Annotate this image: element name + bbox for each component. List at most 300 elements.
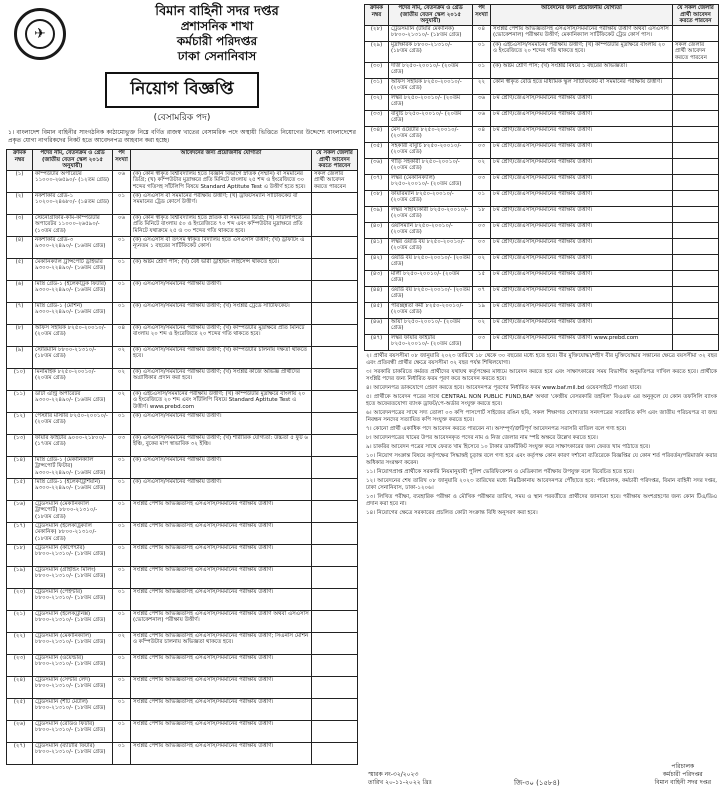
table-row <box>7 676 358 698</box>
district-cell <box>312 478 358 500</box>
th-count: পদ সংখ্যা <box>473 5 491 26</box>
district-cell <box>312 522 358 544</box>
condition-paragraph: ৫। প্রার্থীকে আবেদন পত্রের সাথে CENTRAL NON PUBLIC FUND,BAF অথবা 'কেন্দ্রীয় বেসরকারি তহবিল' বিএএফ এর অনুকূলে যে কোন তফসিলি ব্যাংক হতে অফেরতযোগ্য ব্যাংক ড্রাফট/পে-অর্ডার সংযুক্ত করতে হবে। <box>366 393 717 407</box>
district-cell <box>312 280 358 302</box>
table-row <box>7 368 358 390</box>
qualification-cell: (ক) এসএসসি/সমমানের পরীক্ষায় উত্তীর্ণ। <box>131 478 312 500</box>
qualification-cell: (ক) কোন স্বীকৃত বিশ্ববিদ্যালয় হতে বিজ্ঞান বিভাগে স্নাতক (সম্মান) বা সমমানের ডিগ্রি; (খ) কম্পিউটার মুদ্রাক্ষরে প্রতি মিনিটে বাংলায় ২৫ শব্দ ও ইংরেজিতে ৩০ শব্দের গতিসহ সাঁটলিপি বিষয়ে Standard Aptitute Test এ উত্তীর্ণ হতে হবে। <box>131 170 312 192</box>
table-row <box>7 720 358 742</box>
count-cell: ০১ <box>113 676 131 698</box>
serial-cell: (২৩) <box>7 654 33 676</box>
serial-cell: (২৪) <box>7 676 33 698</box>
count-cell: ০১ <box>113 236 131 258</box>
district-cell <box>312 258 358 280</box>
post-cell: বাবুর্চি ৮২৫০-২০০১০/- (২০তম গ্রেড) <box>389 110 473 126</box>
qualification-cell: (ক) অষ্টম শ্রেণি পাস; (খ) সংশ্লিষ্ট বিষয়ে ১ বছরের অভিজ্ঞতা। <box>491 62 673 78</box>
district-cell <box>673 110 719 126</box>
serial-cell: (৪০) <box>365 222 389 238</box>
post-cell: স্টোরম্যান ৮৮০০-২১৩১০/- (১৮তম গ্রেড) <box>33 346 113 368</box>
header-line-2: প্রশাসনিক শাখা <box>180 19 254 33</box>
count-cell: ০২ <box>113 632 131 654</box>
table-row <box>365 62 719 78</box>
qualification-cell: ৮ম শ্রেণি/জেএসসি/সমমানের পরীক্ষায় উত্তীর্ণ। <box>491 254 673 270</box>
district-cell <box>312 720 358 742</box>
serial-cell: (৩৭) <box>365 174 389 190</box>
district-cell <box>312 544 358 566</box>
post-cell: ট্রেডসম্যান (গ্রাইন্ডিং মিলিং) ৮৮০০-২১৩১০/- (১৮তম গ্রেড) <box>33 566 113 588</box>
post-cell: মিস্ত্রি গ্রেড-১ (ইলেকট্রিক ফিটার) ৯৩০০-২২৪৯০/- (১৬তম গ্রেড) <box>33 280 113 302</box>
serial-cell: (৪৪) <box>365 286 389 302</box>
post-cell: ট্রেডসম্যান (পেইন্টার) ৮৮০০-২১৩১০/- (১৮তম গ্রেড) <box>33 588 113 610</box>
header-lines <box>76 4 358 64</box>
serial-cell: (৯) <box>7 346 33 368</box>
serial-cell: (৩৫) <box>365 142 389 158</box>
memo-block <box>368 771 432 787</box>
post-cell: লস্কর ৮২৫০-২০০১০/- (২০তম গ্রেড) <box>389 94 473 110</box>
table-row <box>365 334 719 350</box>
qualification-cell: (ক) এসএসসি/সমমানের পরীক্ষায় উত্তীর্ণ; (খ) সংশ্লিষ্ট ট্রেডে সার্টিফিকেট। <box>131 302 312 324</box>
count-cell: ০১ <box>113 610 131 632</box>
count-cell: ০৩ <box>473 222 491 238</box>
district-cell <box>673 126 719 142</box>
count-cell: ০১ <box>113 588 131 610</box>
qualification-cell: সংশ্লিষ্ট পেশায় অভিজ্ঞতাসহ এসএসসি/সমমানের পরীক্ষায় উত্তীর্ণ। <box>131 676 312 698</box>
serial-cell: (৬) <box>7 280 33 302</box>
qualification-cell: ৮ম শ্রেণি/জেএসসি/সমমানের পরীক্ষায় উত্তীর্ণ। <box>491 270 673 286</box>
count-cell: ০১ <box>113 500 131 522</box>
qualification-cell: সংশ্লিষ্ট পেশায় অভিজ্ঞতাসহ এসএসসি/সমমানের পরীক্ষায় উত্তীর্ণ। <box>131 742 312 764</box>
condition-paragraph: ৪। আবেদনপত্র ডাকযোগে প্রেরণ করতে হবে। আবেদনপত্র পূরণের নির্ধারিত ফরম www.baf.mil.bd ওয়েবসাইটে পাওয়া যাবে। <box>366 384 642 391</box>
count-cell: ০১ <box>473 62 491 78</box>
district-cell <box>312 412 358 434</box>
table-row <box>7 390 358 412</box>
count-cell: ০৬ <box>113 170 131 192</box>
th-qualification: আবেদনের জন্য প্রয়োজনীয় যোগ্যতা <box>491 5 673 26</box>
post-cell: অফিস সহায়ক ৮২৫০-২০০১০/- (২০তম গ্রেড) <box>33 324 113 346</box>
table-row <box>365 318 719 334</box>
district-cell <box>673 190 719 206</box>
serial-cell: (১৩) <box>7 434 33 456</box>
page-title: নিয়োগ বিজ্ঞপ্তি <box>105 72 259 108</box>
qualification-cell: (ক) এসএসসি বা সমমানের পরীক্ষায় উত্তীর্ণ; (খ) ড্রাফটসম্যান সার্টিফিকেট বা সমমানের ট্রেড কোর্সে উত্তীর্ণ। <box>131 192 312 214</box>
post-cell: ট্রেডসম্যান (রেডিও ফিটার) ৮৮০০-২১৩১০/- (১৮তম গ্রেড) <box>33 720 113 742</box>
post-cell: ট্রেডসম্যান (কার্পেন্টার) ৮৮০০-২১৩১০/- (১৮তম গ্রেড) <box>33 544 113 566</box>
district-cell <box>312 302 358 324</box>
table-row <box>7 192 358 214</box>
serial-cell: (৩১) <box>365 78 389 94</box>
count-cell: ০২ <box>113 390 131 412</box>
table-row <box>7 610 358 632</box>
post-cell: সহকারী বাবুর্চি ৮২৫০-২০০১০/- (২০তম গ্রেড) <box>389 142 473 158</box>
serial-cell: (২১) <box>7 610 33 632</box>
serial-cell: (৩৪) <box>365 126 389 142</box>
serial-cell: (৩২) <box>365 94 389 110</box>
qualification-cell: ৮ম শ্রেণি/জেএসসি/সমমানের পরীক্ষায় উত্তীর্ণ। <box>491 318 673 334</box>
post-cell: লস্কর (মেকানিক্যাল) ৮২৫০-২০০১০/- (২০তম গ্রেড) <box>389 174 473 190</box>
qualification-cell: (ক) এসএসসি/সমমানের পরীক্ষায় উত্তীর্ণ। <box>131 412 312 434</box>
condition-paragraph: ৮। আবেদনপত্রের খামের উপর আবেদনকৃত পদের নাম ও নিজ জেলার নাম স্পষ্ট অক্ষরে উল্লেখ করতে হবে। <box>366 434 598 441</box>
district-cell <box>673 318 719 334</box>
table-row <box>7 522 358 544</box>
post-cell: পেস্টারি মাস্টার ৮২৫০-২০০১০/- (২০তম গ্রেড) <box>33 412 113 434</box>
post-cell: মালী ৮২৫০-২০০১০/- (২০তম গ্রেড) <box>389 270 473 286</box>
qualification-cell: ৮ম শ্রেণি/জেএসসি/সমমানের পরীক্ষায় উত্তীর্ণ। <box>491 238 673 254</box>
serial-cell: (১৫) <box>7 478 33 500</box>
qualification-cell: (ক) এসএসসি/সমমানের পরীক্ষায় উত্তীর্ণ; (খ) কম্পিউটার মুদ্রাক্ষরে প্রতি মিনিটে বাংলায় ২০ শব্দ ও ইংরেজিতে ২০ শব্দের গতি থাকতে হবে। <box>131 324 312 346</box>
district-cell <box>673 222 719 238</box>
qualification-cell: ৮ম শ্রেণি/জেএসসি/সমমানের পরীক্ষায় উত্তীর্ণ। <box>491 94 673 110</box>
serial-cell: (২৬) <box>7 720 33 742</box>
serial-cell: (১০) <box>7 368 33 390</box>
qualification-cell: ৮ম শ্রেণি/জেএসসি/সমমানের পরীক্ষায় উত্তীর্ণ। <box>491 110 673 126</box>
condition-paragraph: ১০। নিয়োগ সংক্রান্ত বিষয়ে কর্তৃপক্ষের সিদ্ধান্তই চূড়ান্ত বলে গণ্য হবে এবং কর্তৃপক্ষ কোন কারণ দর্শানো ব্যতিরেকে বিজ্ঞপ্তির যে কোন শর্ত পরিবর্তন/পরিমার্জন করার অধিকার সংরক্ষণ করেন। <box>366 452 717 466</box>
count-cell: ০১ <box>113 456 131 478</box>
district-cell <box>312 324 358 346</box>
table-row <box>7 654 358 676</box>
qualification-cell: ৮ম শ্রেণি/জেএসসি/সমমানের পরীক্ষায় উত্তীর্ণ। <box>491 174 673 190</box>
count-cell: ০৭ <box>473 286 491 302</box>
serial-cell: (২৫) <box>7 698 33 720</box>
qualification-cell: সংশ্লিষ্ট পেশায় অভিজ্ঞতাসহ এসএসসি/সমমানের পরীক্ষায় উত্তীর্ণ। <box>131 654 312 676</box>
count-cell: ৩৬ <box>473 94 491 110</box>
table-row <box>365 142 719 158</box>
qualification-cell: (ক) কোন স্বীকৃত বিশ্ববিদ্যালয় হতে স্নাতক বা সমমানের ডিগ্রি; (খ) সাঁটলিপিতে প্রতি মিনিটে বাংলায় ৫০ ও ইংরেজিতে ৭০ শব্দ এবং কম্পিউটার মুদ্রাক্ষরে প্রতি মিনিটে যথাক্রমে ২৫ ও ৩০ শব্দের গতি থাকতে হবে। <box>131 214 312 236</box>
post-cell: ট্রেডসম্যান (মেকানিক্যাল ট্রান্সপোর্ট) ৮৮০০-২১৩১০/- (১৮তম গ্রেড) <box>33 500 113 522</box>
post-cell: ট্রেডসম্যান (ব্যাটারি ফিটার) ৮৮০০-২১৩১০/- (১৮তম গ্রেড) <box>33 742 113 764</box>
count-cell: ০১ <box>113 522 131 544</box>
table-row <box>7 500 358 522</box>
condition-paragraph: ১৩। লিখিত পরীক্ষা, ব্যবহারিক পরীক্ষা ও মৌখিক পরীক্ষার তারিখ, সময় ও স্থান পরবর্তীতে প্রার্থীদের জানানো হবে। পরীক্ষায় অংশগ্রহণের জন্য কোন টিএ/ডিএ প্রদান করা হবে না। <box>366 493 717 507</box>
serial-cell: (২৭) <box>7 742 33 764</box>
qualification-cell: ৮ম শ্রেণি/জেএসসি/সমমানের পরীক্ষায় উত্তীর্ণ। <box>491 142 673 158</box>
table-row <box>7 346 358 368</box>
district-cell <box>673 302 719 318</box>
district-cell: সকল জেলার প্রার্থী আবেদন করতে পারবেন <box>673 41 719 62</box>
serial-cell: (৪৫) <box>365 302 389 318</box>
post-cell: নকশাকার গ্রেড-১ ১০২০০-২৪৬৮০/- (১৪তম গ্রেড) <box>33 192 113 214</box>
post-cell: লস্কর ফায়ার ফাইটার ৮২৫০-২০০১০/- (২০তম গ্রেড) <box>389 334 473 350</box>
qualification-cell: সংশ্লিষ্ট পেশায় অভিজ্ঞতাসহ এসএসসি/সমমানের পরীক্ষায় উত্তীর্ণ। <box>131 500 312 522</box>
left-posts-table <box>6 149 358 765</box>
count-cell: ০৪ <box>473 126 491 142</box>
count-cell: ০১ <box>113 698 131 720</box>
memo-date: তারিখ ২০-১১-২০২২ খ্রিঃ <box>368 779 432 786</box>
qualification-cell: সংশ্লিষ্ট পেশায় অভিজ্ঞতাসহ এসএসসি/সমমানের পরীক্ষায় উত্তীর্ণ। <box>131 522 312 544</box>
th-count: পদ সংখ্যা <box>113 150 131 171</box>
table-row <box>365 286 719 302</box>
district-cell <box>312 456 358 478</box>
table-row <box>7 632 358 654</box>
post-cell: ট্রেডসম্যান (সেন্টার লেদ) ৮৮০০-২১৩১০/- (১৮তম গ্রেড) <box>33 676 113 698</box>
count-cell: ০২ <box>113 346 131 368</box>
table-row <box>7 566 358 588</box>
district-cell <box>312 676 358 698</box>
district-cell <box>673 238 719 254</box>
district-cell <box>673 174 719 190</box>
qualification-cell: ৮ম শ্রেণি/জেএসসি/সমমানের পরীক্ষায় উত্তীর্ণ। <box>491 126 673 142</box>
serial-cell: (১৮) <box>7 544 33 566</box>
district-cell <box>312 588 358 610</box>
district-cell <box>312 346 358 368</box>
th-district: যে সকল জেলার প্রার্থী আবেদন করতে পারবেন <box>673 5 719 26</box>
count-cell: ০৩ <box>473 142 491 158</box>
table-row <box>365 78 719 94</box>
district-cell <box>673 78 719 94</box>
post-cell: অফিস সহায়ক ৮২৫০-২০০১০/- (২০তম গ্রেড) <box>389 78 473 94</box>
table-row <box>365 222 719 238</box>
serial-cell: (৪) <box>7 236 33 258</box>
count-cell: ০১ <box>113 720 131 742</box>
table-row <box>365 302 719 318</box>
post-cell: ফায়ারম্যান ৮২৫০-২০০১০/- (২০তম গ্রেড) <box>389 190 473 206</box>
count-cell: ২২ <box>473 78 491 94</box>
th-qualification: আবেদনের জন্য প্রয়োজনীয় যোগ্যতা <box>131 150 312 171</box>
qualification-cell: (ক) এইচএসসি/সমমানের পরীক্ষায় উত্তীর্ণ; (খ) কম্পিউটার মুদ্রাক্ষরে বাংলায় ২০ ও ইংরেজিতে ২০ শব্দের গতি থাকতে হবে। <box>491 41 673 62</box>
district-cell <box>312 434 358 456</box>
th-post: পদের নাম, বেতনক্রম ও গ্রেড (জাতীয় বেতন স্কেল ২০১৫ অনুযায়ী) <box>33 150 113 171</box>
table-row <box>365 174 719 190</box>
qualification-cell: (ক) এসএসসি/সমমানের পরীক্ষায় উত্তীর্ণ। <box>131 456 312 478</box>
table-row <box>365 254 719 270</box>
post-cell: মিনামাইক ৮২৫০-২০০১০/- (২০তম গ্রেড) <box>33 368 113 390</box>
count-cell: ০২ <box>473 318 491 334</box>
conditions-paragraphs <box>364 353 719 517</box>
count-cell: ০৪ <box>473 25 491 41</box>
table-row <box>365 158 719 174</box>
serial-cell: (২৮) <box>365 25 389 41</box>
post-cell: ট্রেডসম্যান (ওয়েল্ডার) ৮৮০০-২১৩১০/- (১৮তম গ্রেড) <box>33 654 113 676</box>
post-cell: মিস্ত্রি গ্রেড-১ (মেকানিক্যাল ট্রান্সপোর্ট ফিটার) ৯৩০০-২২৪৯০/- (১৬তম গ্রেড) <box>33 456 113 478</box>
qualification-cell: (ক) এসএসসি/সমমানের পরীক্ষায় উত্তীর্ণ; (খ) কম্পিউটার চালনায় দক্ষতা থাকতে হবে। <box>131 346 312 368</box>
qualification-cell: সংশ্লিষ্ট পেশায় অভিজ্ঞতাসহ এসএসসি/সমমানের পরীক্ষায় উত্তীর্ণ। <box>131 588 312 610</box>
qualification-cell: ৮ম শ্রেণি/জেএসসি/সমমানের পরীক্ষায় উত্তীর্ণ। www.prebd.com <box>491 334 673 350</box>
table-row <box>7 258 358 280</box>
qualification-cell: (ক) এসএসসি/সমমানের পরীক্ষায় উত্তীর্ণ; (খ) শারীরিক যোগ্যতা: উচ্চতা ৫ ফুট ৬ ইঞ্চি, বুকের মাপ স্বাভাবিক ৩২ ইঞ্চি। <box>131 434 312 456</box>
district-cell <box>673 270 719 286</box>
qualification-cell: ৮ম শ্রেণি/জেএসসি/সমমানের পরীক্ষায় উত্তীর্ণ। <box>491 206 673 222</box>
district-cell <box>312 610 358 632</box>
table-row <box>7 588 358 610</box>
table-row <box>7 302 358 324</box>
qualification-cell: (ক) এসএসসি/সমমানের পরীক্ষায় উত্তীর্ণ; (খ) সংশ্লিষ্ট কাজে অভিজ্ঞ প্রার্থীদের অগ্রাধিকার প্রদান করা হবে। <box>131 368 312 390</box>
count-cell: ০১ <box>113 566 131 588</box>
district-cell <box>673 254 719 270</box>
district-cell <box>312 742 358 764</box>
serial-cell: (১৯) <box>7 566 33 588</box>
serial-cell: (১) <box>7 170 33 192</box>
count-cell: ০১ <box>113 302 131 324</box>
post-cell: ওয়ার্ড বয় ৮২৫০-২০০১০/- (২০তম গ্রেড) <box>389 254 473 270</box>
table-row <box>7 214 358 236</box>
post-cell: গাড়ি সহকারী ৮২৫০-২০০১০/- (২০তম গ্রেড) <box>389 158 473 174</box>
district-cell <box>312 566 358 588</box>
post-cell: ওয়ার্ড বয় ৮২৫০-২০০১০/- (২০তম গ্রেড) <box>389 286 473 302</box>
count-cell: ০১ <box>113 192 131 214</box>
count-cell: ১৯ <box>473 302 491 318</box>
table-row <box>365 41 719 62</box>
district-cell <box>673 25 719 41</box>
district-cell <box>312 368 358 390</box>
condition-paragraph: ১৪। নিয়োগের ক্ষেত্রে সরকারের প্রচলিত কোটা সংক্রান্ত বিধি অনুসরণ করা হবে। <box>366 509 538 516</box>
header-line-3: কর্মচারী পরিদপ্তর <box>176 34 258 48</box>
post-cell: মিস্ত্রি গ্রেড-১ (মেশিন) ৯৩০০-২২৪৯০/- (১৬তম গ্রেড) <box>33 302 113 324</box>
table-row <box>7 236 358 258</box>
qualification-cell: (ক) এইচএসসি/সমমানের পরীক্ষায় উত্তীর্ণ; (খ) কম্পিউটার মুদ্রাক্ষরে বাংলায় ২০ ও ইংরেজিতে ২০ শব্দ এবং সাঁটলিপি বিষয়ে Standard Aptitute Test এ উত্তীর্ণ। www.prebd.com <box>131 390 312 412</box>
air-force-logo-icon: ✈ <box>14 8 66 60</box>
page-subtitle: (বেসামরিক পদ) <box>153 113 211 123</box>
th-district: যে সকল জেলার প্রার্থী আবেদন করতে পারবেন <box>312 150 358 171</box>
table-row <box>7 478 358 500</box>
ad-code: জি-৩০ (১৫৮৪) <box>514 779 560 787</box>
count-cell: ০৩ <box>113 434 131 456</box>
right-posts-table <box>364 4 719 351</box>
serial-cell: (৪১) <box>365 238 389 254</box>
condition-paragraph: ১২। আবেদনের শেষ তারিখ ০৮ জানুয়ারি ২০২৩ তারিখের মধ্যে নিম্নঠিকানায় আবেদনপত্র পৌঁছাতে হবে: পরিচালক, কর্মচারী পরিদপ্তর, বিমান বাহিনী সদর দপ্তর, ঢাকা সেনানিবাস, ঢাকা-১২০৬। <box>366 477 717 491</box>
condition-paragraph: ১১। নিয়োগপ্রাপ্ত প্রার্থীকে সরকারি নিয়মানুযায়ী পুলিশ ভেরিফিকেশন ও মেডিক্যাল পরীক্ষায় উপযুক্ত বলে বিবেচিত হতে হবে। <box>366 468 634 475</box>
count-cell: ০১ <box>113 742 131 764</box>
district-cell <box>312 632 358 654</box>
intro-text: ১। বাংলাদেশ বিমান বাহিনীর সাংগঠনিক কাঠামোভুক্ত নিম্নে বর্ণিত রাজস্ব খাতের বেসামরিক পদে অস্থায়ী ভিত্তিতে নিয়োগের উদ্দেশ্যে বাংলাদেশের প্রকৃত যোগ্য নাগরিকদের নিকট হতে আবেদনপত্র আহবান করা হচ্ছে। <box>8 129 356 144</box>
table-row <box>7 412 358 434</box>
post-cell: ট্রেডসম্যান (মেকানিক্যাল) ৮৮০০-২১৩১০/- (১৮তম গ্রেড) <box>33 632 113 654</box>
qualification-cell: কোন স্বীকৃত বোর্ড হতে মাধ্যমিক স্কুল সার্টিফিকেট বা সমমানের পরীক্ষায় উত্তীর্ণ। <box>491 78 673 94</box>
count-cell: ০১ <box>113 412 131 434</box>
table-header-row <box>7 150 358 171</box>
district-cell <box>673 334 719 350</box>
post-cell: স্টেনোগ্রাফার-কাম-কম্পিউটার অপারেটর ১১০০০-২৬৫৯০/- (১৩তম গ্রেড) <box>33 214 113 236</box>
post-cell: মেস ওয়েটার ৮২৫০-২০০১০/- (২০তম গ্রেড) <box>389 126 473 142</box>
table-row <box>7 698 358 720</box>
table-row <box>365 270 719 286</box>
qualification-cell: সংশ্লিষ্ট পেশায় অভিজ্ঞতাসহ এসএসসি/সমমানের পরীক্ষায় উত্তীর্ণ অথবা এসএসসি (ভোকেশনাল) পরীক্ষায় উত্তীর্ণ। <box>131 610 312 632</box>
serial-cell: (৩০) <box>365 62 389 78</box>
signature-block <box>655 763 711 787</box>
count-cell: ০১ <box>113 258 131 280</box>
district-cell <box>312 192 358 214</box>
post-cell: ট্রেডসম্যান (ইলেকট্রনিক্স) ৮৮০০-২১৩১০/- (১৮তম গ্রেড) <box>33 610 113 632</box>
th-serial: ক্রমিক নম্বর <box>365 5 389 26</box>
serial-cell: (২৯) <box>365 41 389 62</box>
district-cell <box>312 698 358 720</box>
serial-cell: (১৭) <box>7 522 33 544</box>
qualification-cell: (ক) অষ্টম শ্রেণি পাস; (খ) বৈধ ভারী ড্রাইভিং লাইসেন্স থাকতে হবে। <box>131 258 312 280</box>
condition-paragraph: ৩। সরকারি চাকরিতে কর্মরত প্রার্থীদের যথাযথ কর্তৃপক্ষের মাধ্যমে আবেদন করতে হবে এবং সাক্ষাৎকারের সময় বিভাগীয় অনুমতিপত্র দাখিল করতে হবে। প্রার্থীকে সংশ্লিষ্ট পদের জন্য নির্ধারিত ফরম পূরণ করে আবেদন করতে হবে। <box>366 368 717 382</box>
serial-cell: (৪২) <box>365 254 389 270</box>
district-cell <box>673 206 719 222</box>
table-row <box>7 170 358 192</box>
count-cell: ০২ <box>473 254 491 270</box>
post-cell: ডাটা এন্ট্রি অপারেটর ৯৩০০-২২৪৯০/- (১৬তম গ্রেড) <box>33 390 113 412</box>
qualification-cell: (ক) এসএসসি/সমমানের পরীক্ষায় উত্তীর্ণ। <box>131 280 312 302</box>
serial-cell: (৩৬) <box>365 158 389 174</box>
table-row <box>7 280 358 302</box>
post-cell: মিস্ত্রি গ্রেড-১ (ইলেকট্রিশিয়ান) ৯৩০০-২২৪৯০/- (১৬তম গ্রেড) <box>33 478 113 500</box>
count-cell: ০৪ <box>113 324 131 346</box>
header <box>6 4 358 68</box>
th-serial: ক্রমিক নম্বর <box>7 150 33 171</box>
right-column <box>364 4 719 791</box>
count-cell: ০২ <box>473 158 491 174</box>
serial-cell: (২২) <box>7 632 33 654</box>
post-cell: লস্কর ওয়ার্ড বয় ৮২৫০-২০০১০/- (২০তম গ্রেড) <box>389 238 473 254</box>
district-cell <box>312 500 358 522</box>
district-cell <box>673 158 719 174</box>
post-cell: মেকানিক্যাল ট্রান্সপোর্ট ড্রাইভার ৯৩০০-২২৪৯০/- (১৬তম গ্রেড) <box>33 258 113 280</box>
count-cell: ০১ <box>113 544 131 566</box>
table-row <box>365 94 719 110</box>
post-cell: লস্কর সাহায্যকারী ৮২৫০-২০০১০/- (২০তম গ্রেড) <box>389 206 473 222</box>
condition-paragraph: ৬। আবেদনপত্রের সাথে সদ্য তোলা ০৩ কপি পাসপোর্ট সাইজের রঙিন ছবি, সকল শিক্ষাগত যোগ্যতার সনদপত্রের সত্যায়িত কপি এবং জাতীয় পরিচয়পত্র বা জন্ম নিবন্ধন সনদের সত্যায়িত কপি সংযুক্ত করতে হবে। <box>366 409 717 423</box>
serial-cell: (১১) <box>7 390 33 412</box>
serial-cell: (৪৬) <box>365 318 389 334</box>
district-cell <box>312 236 358 258</box>
condition-paragraph: ২। প্রার্থীর বয়সসীমা ০৮ জানুয়ারি ২০২৩ তারিখে ১৮ থেকে ৩০ বছরের মধ্যে হতে হবে। বীর মুক্তিযোদ্ধা/শহীদ বীর মুক্তিযোদ্ধার সন্তানের ক্ষেত্রে বয়সসীমা ৩২ বছর এবং প্রতিবন্ধী প্রার্থীর ক্ষেত্রে বয়সসীমা ৩২ বছর পর্যন্ত শিথিলযোগ্য। <box>366 352 717 366</box>
table-row <box>7 456 358 478</box>
signature-line-1: পরিচালক <box>671 763 695 770</box>
post-cell: কম্পিউটার অপারেটর ১১০০০-২৬৫৯০/- (১২তম গ্রেড) <box>33 170 113 192</box>
qualification-cell: সংশ্লিষ্ট পেশায় অভিজ্ঞতাসহ এসএসসি/সমমানের পরীক্ষায় উত্তীর্ণ অথবা এসএসসি (ভোকেশনাল) পরীক্ষায় উত্তীর্ণ; মেকানিক্যাল সার্টিফিকেট ট্রেড কোর্স পাস। <box>491 25 673 41</box>
post-cell: ওয়াসম্যান ৮২৫০-২০০১০/- (২০তম গ্রেড) <box>389 222 473 238</box>
district-cell <box>673 142 719 158</box>
qualification-cell: ৮ম শ্রেণি/জেএসসি/সমমানের পরীক্ষায় উত্তীর্ণ। <box>491 286 673 302</box>
table-row <box>365 206 719 222</box>
qualification-cell: ৮ম শ্রেণি/জেএসসি/সমমানের পরীক্ষায় উত্তীর্ণ। <box>491 302 673 318</box>
condition-paragraph: ৭। কোনো প্রার্থী একাধিক পদে আবেদন করতে পারবেন না। অসম্পূর্ণ/ত্রুটিপূর্ণ আবেদনপত্র সরাসরি বাতিল বলে গণ্য হবে। <box>366 425 627 432</box>
count-cell: ০৬ <box>473 110 491 126</box>
serial-cell: (৪৭) <box>365 334 389 350</box>
post-cell: ফায়ার ফাইটার ৯০০০-২১৮০০/- (১৭তম গ্রেড) <box>33 434 113 456</box>
serial-cell: (৩৮) <box>365 190 389 206</box>
left-column <box>6 4 358 791</box>
serial-cell: (১২) <box>7 412 33 434</box>
qualification-cell: ৮ম শ্রেণি/জেএসসি/সমমানের পরীক্ষায় উত্তীর্ণ। <box>491 190 673 206</box>
table-header-row <box>365 5 719 26</box>
count-cell: ০৩ <box>473 174 491 190</box>
district-cell <box>673 94 719 110</box>
district-cell <box>312 390 358 412</box>
signature-line-2: কর্মচারী পরিদপ্তর <box>662 771 703 778</box>
header-line-4: ঢাকা সেনানিবাস <box>177 49 257 63</box>
table-row <box>365 126 719 142</box>
serial-cell: (১৬) <box>7 500 33 522</box>
qualification-cell: সংশ্লিষ্ট পেশায় অভিজ্ঞতাসহ এসএসসি/সমমানের পরীক্ষায় উত্তীর্ণ। <box>131 720 312 742</box>
qualification-cell: (ক) এসএসসি বা তৎসম স্বীকৃত বিদ্যালয় হতে এসএসসি উত্তীর্ণ; (খ) ড্রাফটিং এ ন্যূনতম ১ বছরের সার্টিফিকেট কোর্স। <box>131 236 312 258</box>
serial-cell: (৮) <box>7 324 33 346</box>
count-cell: ১৮ <box>473 206 491 222</box>
serial-cell: (৩৯) <box>365 206 389 222</box>
table-row <box>7 434 358 456</box>
post-cell: দর্জি ৮২৫০-২০০১০/- (২০তম গ্রেড) <box>389 62 473 78</box>
post-cell: ট্রেডসম্যান (শীট মেটাল) ৮৮০০-২১৩১০/- (১৮তম গ্রেড) <box>33 698 113 720</box>
qualification-cell: সংশ্লিষ্ট পেশায় অভিজ্ঞতাসহ এসএসসি/সমমানের পরীক্ষায় উত্তীর্ণ। <box>131 698 312 720</box>
post-cell: নকশাকার গ্রেড-৩ ৯৩০০-২২৪৯০/- (১৬তম গ্রেড) <box>33 236 113 258</box>
serial-cell: (৪৩) <box>365 270 389 286</box>
table-row <box>365 110 719 126</box>
post-cell: ট্রেডসম্যান (টায়ার মেকানিক) ৮৮০০-২১৩১০/- (১৮তম গ্রেড) <box>389 25 473 41</box>
post-cell: ট্রেডসম্যান (ইলেকট্রিক্যাল মেকানিক) ৮৮০০-২১৩১০/- (১৮তম গ্রেড) <box>33 522 113 544</box>
serial-cell: (৫) <box>7 258 33 280</box>
serial-cell: (৩৩) <box>365 110 389 126</box>
count-cell: ০৩ <box>473 334 491 350</box>
district-cell <box>673 286 719 302</box>
district-cell <box>312 214 358 236</box>
table-row <box>7 742 358 764</box>
serial-cell: (২) <box>7 192 33 214</box>
table-row <box>365 25 719 41</box>
post-cell: পরিচ্ছন্নতা কর্মী ৮২৫০-২০০১০/- (২০তম গ্রেড) <box>389 302 473 318</box>
post-cell: আয়া ৮২৫০-২০০১০/- (২০তম গ্রেড) <box>389 318 473 334</box>
serial-cell: (১৪) <box>7 456 33 478</box>
